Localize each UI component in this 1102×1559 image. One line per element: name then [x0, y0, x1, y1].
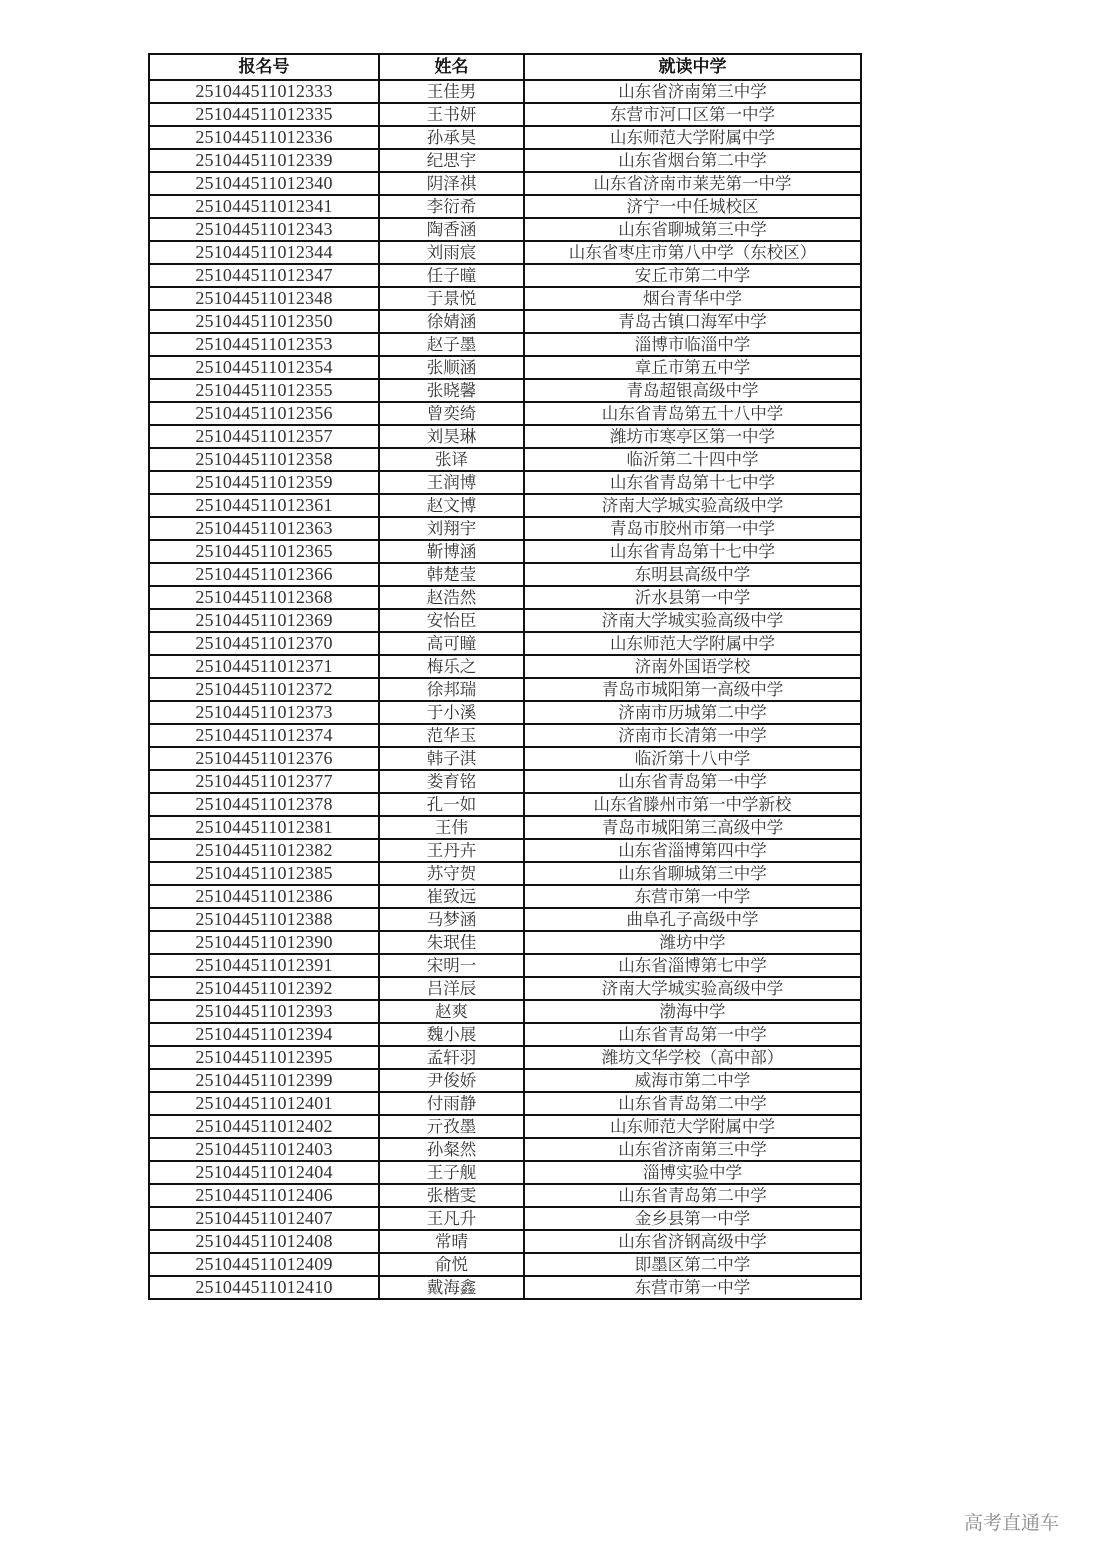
high-school-cell: 济南大学城实验高级中学 [524, 494, 861, 517]
table-row [149, 287, 861, 310]
table-row [149, 471, 861, 494]
student-name-cell: 高可瞳 [379, 632, 524, 655]
student-name-cell: 孟轩羽 [379, 1046, 524, 1069]
registration-number-cell: 251044511012395 [149, 1046, 379, 1069]
table-row [149, 1230, 861, 1253]
high-school-cell: 东明县高级中学 [524, 563, 861, 586]
high-school-cell: 山东省聊城第三中学 [524, 862, 861, 885]
high-school-cell: 山东省济南第三中学 [524, 1138, 861, 1161]
high-school-cell: 青岛市城阳第三高级中学 [524, 816, 861, 839]
student-name-cell: 娄育铭 [379, 770, 524, 793]
table-row [149, 379, 861, 402]
student-name-cell: 王伟 [379, 816, 524, 839]
registration-number-cell: 251044511012399 [149, 1069, 379, 1092]
high-school-cell: 山东师范大学附属中学 [524, 126, 861, 149]
registration-number-cell: 251044511012335 [149, 103, 379, 126]
registration-number-cell: 251044511012372 [149, 678, 379, 701]
high-school-cell: 济宁一中任城校区 [524, 195, 861, 218]
header-registration-number: 报名号 [149, 54, 379, 80]
registration-number-cell: 251044511012350 [149, 310, 379, 333]
registration-number-cell: 251044511012344 [149, 241, 379, 264]
table-row [149, 1046, 861, 1069]
table-row [149, 816, 861, 839]
registration-number-cell: 251044511012361 [149, 494, 379, 517]
high-school-cell: 淄博实验中学 [524, 1161, 861, 1184]
table-row [149, 126, 861, 149]
table-row [149, 724, 861, 747]
high-school-cell: 山东省青岛第一中学 [524, 1023, 861, 1046]
student-name-cell: 张晓馨 [379, 379, 524, 402]
high-school-cell: 山东省青岛第一中学 [524, 770, 861, 793]
high-school-cell: 威海市第二中学 [524, 1069, 861, 1092]
registration-number-cell: 251044511012347 [149, 264, 379, 287]
student-name-cell: 孙粲然 [379, 1138, 524, 1161]
registration-number-cell: 251044511012378 [149, 793, 379, 816]
table-row [149, 770, 861, 793]
table-row [149, 1207, 861, 1230]
student-name-cell: 俞悦 [379, 1253, 524, 1276]
watermark: 高考直通车 [964, 1512, 1060, 1534]
high-school-cell: 曲阜孔子高级中学 [524, 908, 861, 931]
student-name-cell: 王子舰 [379, 1161, 524, 1184]
student-name-cell: 王润博 [379, 471, 524, 494]
high-school-cell: 山东师范大学附属中学 [524, 1115, 861, 1138]
student-name-cell: 韩楚莹 [379, 563, 524, 586]
high-school-cell: 即墨区第二中学 [524, 1253, 861, 1276]
registration-number-cell: 251044511012363 [149, 517, 379, 540]
student-name-cell: 范华玉 [379, 724, 524, 747]
table-row [149, 1000, 861, 1023]
student-name-cell: 王书妍 [379, 103, 524, 126]
high-school-cell: 山东省济南市莱芜第一中学 [524, 172, 861, 195]
high-school-cell: 潍坊中学 [524, 931, 861, 954]
registration-number-cell: 251044511012407 [149, 1207, 379, 1230]
registration-number-cell: 251044511012410 [149, 1276, 379, 1299]
table-row [149, 356, 861, 379]
registration-number-cell: 251044511012391 [149, 954, 379, 977]
student-name-cell: 吕洋辰 [379, 977, 524, 1000]
high-school-cell: 临沂第十八中学 [524, 747, 861, 770]
student-name-cell: 马梦涵 [379, 908, 524, 931]
high-school-cell: 济南外国语学校 [524, 655, 861, 678]
student-name-cell: 梅乐之 [379, 655, 524, 678]
registration-number-cell: 251044511012370 [149, 632, 379, 655]
student-name-cell: 刘昊琳 [379, 425, 524, 448]
registration-number-cell: 251044511012354 [149, 356, 379, 379]
high-school-cell: 山东省济钢高级中学 [524, 1230, 861, 1253]
table-row [149, 1276, 861, 1299]
registration-number-cell: 251044511012368 [149, 586, 379, 609]
high-school-cell: 东营市河口区第一中学 [524, 103, 861, 126]
registration-number-cell: 251044511012371 [149, 655, 379, 678]
student-name-cell: 于小溪 [379, 701, 524, 724]
high-school-cell: 山东省济南第三中学 [524, 80, 861, 103]
registration-number-cell: 251044511012373 [149, 701, 379, 724]
registration-number-cell: 251044511012369 [149, 609, 379, 632]
registration-number-cell: 251044511012356 [149, 402, 379, 425]
registration-number-cell: 251044511012358 [149, 448, 379, 471]
table-row [149, 793, 861, 816]
registration-number-cell: 251044511012386 [149, 885, 379, 908]
registration-number-cell: 251044511012388 [149, 908, 379, 931]
student-name-cell: 孔一如 [379, 793, 524, 816]
student-name-cell: 王凡升 [379, 1207, 524, 1230]
table-row [149, 655, 861, 678]
table-body [149, 80, 861, 1299]
table-row [149, 908, 861, 931]
table-row [149, 103, 861, 126]
high-school-cell: 济南大学城实验高级中学 [524, 609, 861, 632]
table-row [149, 448, 861, 471]
registration-number-cell: 251044511012402 [149, 1115, 379, 1138]
high-school-cell: 山东省青岛第二中学 [524, 1092, 861, 1115]
high-school-cell: 山东省滕州市第一中学新校 [524, 793, 861, 816]
student-name-cell: 朱珉佳 [379, 931, 524, 954]
student-name-cell: 韩子淇 [379, 747, 524, 770]
table-row [149, 632, 861, 655]
registration-number-cell: 251044511012404 [149, 1161, 379, 1184]
high-school-cell: 山东省青岛第五十八中学 [524, 402, 861, 425]
table-row [149, 333, 861, 356]
student-name-cell: 刘翔宇 [379, 517, 524, 540]
high-school-cell: 沂水县第一中学 [524, 586, 861, 609]
high-school-cell: 济南市历城第二中学 [524, 701, 861, 724]
student-name-cell: 徐邦瑞 [379, 678, 524, 701]
table-row [149, 931, 861, 954]
high-school-cell: 淄博市临淄中学 [524, 333, 861, 356]
high-school-cell: 山东师范大学附属中学 [524, 632, 861, 655]
registration-number-cell: 251044511012382 [149, 839, 379, 862]
registration-number-cell: 251044511012408 [149, 1230, 379, 1253]
registration-number-cell: 251044511012341 [149, 195, 379, 218]
student-name-cell: 尹俊娇 [379, 1069, 524, 1092]
student-name-cell: 张楷雯 [379, 1184, 524, 1207]
high-school-cell: 山东省烟台第二中学 [524, 149, 861, 172]
high-school-cell: 山东省淄博第七中学 [524, 954, 861, 977]
table-row [149, 678, 861, 701]
high-school-cell: 烟台青华中学 [524, 287, 861, 310]
high-school-cell: 东营市第一中学 [524, 885, 861, 908]
high-school-cell: 青岛市胶州市第一中学 [524, 517, 861, 540]
table-row [149, 586, 861, 609]
registration-number-cell: 251044511012381 [149, 816, 379, 839]
table-row [149, 977, 861, 1000]
student-name-cell: 张顺涵 [379, 356, 524, 379]
registration-number-cell: 251044511012333 [149, 80, 379, 103]
registration-number-cell: 251044511012403 [149, 1138, 379, 1161]
table-row [149, 425, 861, 448]
registration-number-cell: 251044511012339 [149, 149, 379, 172]
student-name-cell: 安怡臣 [379, 609, 524, 632]
table-row [149, 1092, 861, 1115]
high-school-cell: 山东省枣庄市第八中学（东校区） [524, 241, 861, 264]
table-row [149, 563, 861, 586]
registration-number-cell: 251044511012376 [149, 747, 379, 770]
table-row [149, 540, 861, 563]
table-row [149, 195, 861, 218]
student-name-cell: 赵爽 [379, 1000, 524, 1023]
header-name: 姓名 [379, 54, 524, 80]
registration-number-cell: 251044511012348 [149, 287, 379, 310]
high-school-cell: 济南市长清第一中学 [524, 724, 861, 747]
high-school-cell: 临沂第二十四中学 [524, 448, 861, 471]
registration-number-cell: 251044511012340 [149, 172, 379, 195]
student-name-cell: 赵文博 [379, 494, 524, 517]
table-row [149, 1184, 861, 1207]
high-school-cell: 渤海中学 [524, 1000, 861, 1023]
table-row [149, 701, 861, 724]
table-row [149, 494, 861, 517]
table-row [149, 885, 861, 908]
registration-number-cell: 251044511012392 [149, 977, 379, 1000]
student-name-cell: 孙承昊 [379, 126, 524, 149]
student-name-cell: 刘雨宸 [379, 241, 524, 264]
high-school-cell: 山东省青岛第二中学 [524, 1184, 861, 1207]
registration-number-cell: 251044511012377 [149, 770, 379, 793]
student-name-cell: 李衍希 [379, 195, 524, 218]
high-school-cell: 青岛古镇口海军中学 [524, 310, 861, 333]
registration-number-cell: 251044511012406 [149, 1184, 379, 1207]
registration-number-cell: 251044511012343 [149, 218, 379, 241]
registration-number-cell: 251044511012390 [149, 931, 379, 954]
high-school-cell: 金乡县第一中学 [524, 1207, 861, 1230]
student-name-cell: 亓孜墨 [379, 1115, 524, 1138]
student-name-cell: 赵子墨 [379, 333, 524, 356]
high-school-cell: 济南大学城实验高级中学 [524, 977, 861, 1000]
student-name-cell: 于景悦 [379, 287, 524, 310]
table-row [149, 241, 861, 264]
header-high-school: 就读中学 [524, 54, 861, 80]
table-row [149, 310, 861, 333]
table-row [149, 954, 861, 977]
student-name-cell: 任子曈 [379, 264, 524, 287]
student-name-cell: 纪思宇 [379, 149, 524, 172]
high-school-cell: 山东省聊城第三中学 [524, 218, 861, 241]
high-school-cell: 山东省淄博第四中学 [524, 839, 861, 862]
registration-number-cell: 251044511012393 [149, 1000, 379, 1023]
registration-number-cell: 251044511012353 [149, 333, 379, 356]
student-name-cell: 戴海鑫 [379, 1276, 524, 1299]
table-row [149, 517, 861, 540]
student-name-cell: 魏小展 [379, 1023, 524, 1046]
student-name-cell: 靳博涵 [379, 540, 524, 563]
student-name-cell: 张译 [379, 448, 524, 471]
table-row [149, 264, 861, 287]
registration-number-cell: 251044511012365 [149, 540, 379, 563]
table-row [149, 862, 861, 885]
registration-number-cell: 251044511012401 [149, 1092, 379, 1115]
high-school-cell: 青岛市城阳第一高级中学 [524, 678, 861, 701]
student-name-cell: 陶香涵 [379, 218, 524, 241]
registration-number-cell: 251044511012336 [149, 126, 379, 149]
high-school-cell: 安丘市第二中学 [524, 264, 861, 287]
table-row [149, 218, 861, 241]
admission-roster-table [148, 53, 862, 1300]
high-school-cell: 潍坊市寒亭区第一中学 [524, 425, 861, 448]
student-name-cell: 王丹卉 [379, 839, 524, 862]
student-name-cell: 曾奕绮 [379, 402, 524, 425]
registration-number-cell: 251044511012374 [149, 724, 379, 747]
table-row [149, 402, 861, 425]
student-name-cell: 宋明一 [379, 954, 524, 977]
student-name-cell: 常晴 [379, 1230, 524, 1253]
header-row [149, 54, 861, 80]
registration-number-cell: 251044511012355 [149, 379, 379, 402]
table-row [149, 1253, 861, 1276]
high-school-cell: 青岛超银高级中学 [524, 379, 861, 402]
table-row [149, 1138, 861, 1161]
high-school-cell: 山东省青岛第十七中学 [524, 540, 861, 563]
student-name-cell: 王佳男 [379, 80, 524, 103]
table-row [149, 609, 861, 632]
high-school-cell: 潍坊文华学校（高中部） [524, 1046, 861, 1069]
table-row [149, 1023, 861, 1046]
registration-number-cell: 251044511012409 [149, 1253, 379, 1276]
high-school-cell: 章丘市第五中学 [524, 356, 861, 379]
table-row [149, 747, 861, 770]
registration-number-cell: 251044511012359 [149, 471, 379, 494]
student-name-cell: 赵浩然 [379, 586, 524, 609]
registration-number-cell: 251044511012357 [149, 425, 379, 448]
table-row [149, 172, 861, 195]
high-school-cell: 东营市第一中学 [524, 1276, 861, 1299]
table-row [149, 80, 861, 103]
table-row [149, 149, 861, 172]
table-row [149, 1161, 861, 1184]
high-school-cell: 山东省青岛第十七中学 [524, 471, 861, 494]
table-row [149, 1069, 861, 1092]
student-name-cell: 苏守贺 [379, 862, 524, 885]
registration-number-cell: 251044511012385 [149, 862, 379, 885]
registration-number-cell: 251044511012394 [149, 1023, 379, 1046]
roster-sheet [148, 53, 862, 1300]
student-name-cell: 崔致远 [379, 885, 524, 908]
table-row [149, 1115, 861, 1138]
student-name-cell: 徐婧涵 [379, 310, 524, 333]
registration-number-cell: 251044511012366 [149, 563, 379, 586]
table-row [149, 839, 861, 862]
student-name-cell: 阴泽祺 [379, 172, 524, 195]
student-name-cell: 付雨静 [379, 1092, 524, 1115]
